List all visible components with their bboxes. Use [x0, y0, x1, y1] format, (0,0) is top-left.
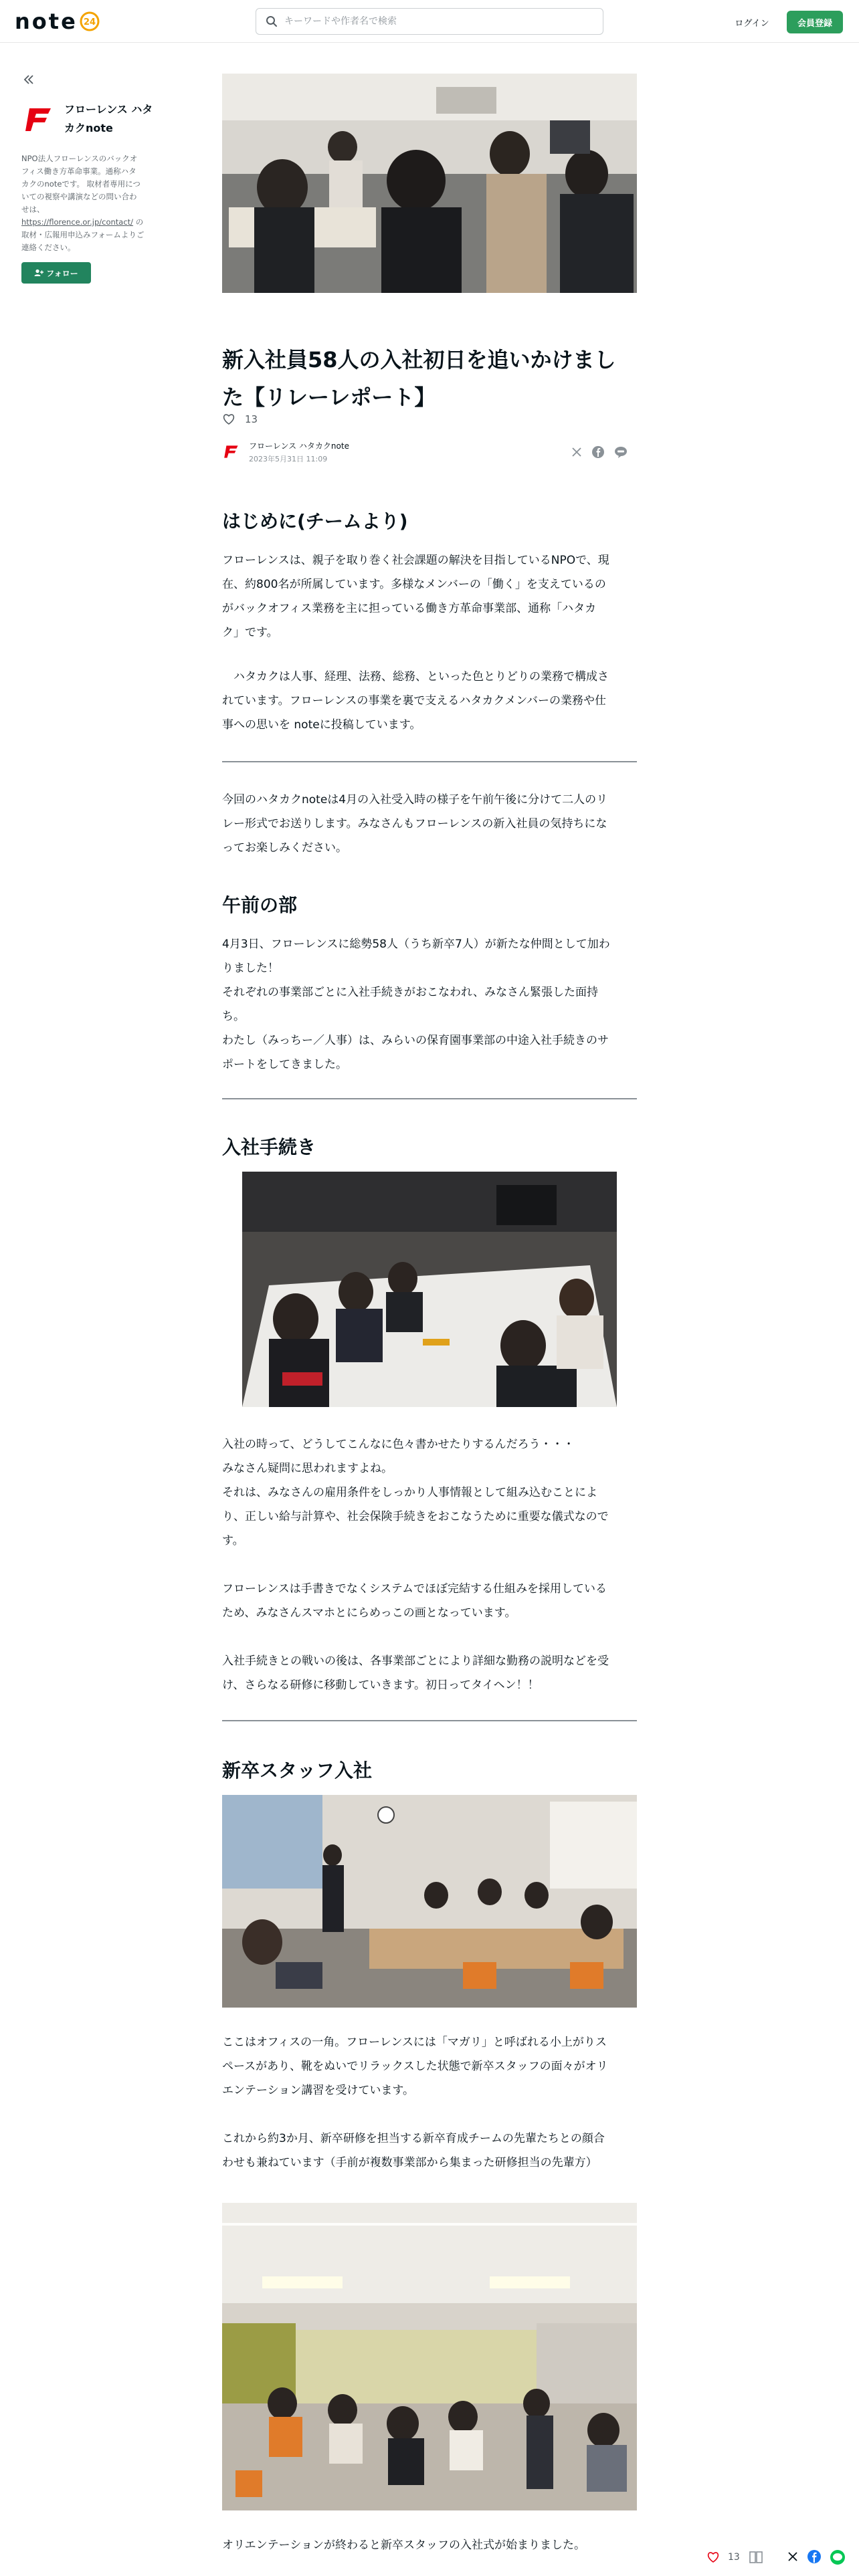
paragraph-line: りました！ — [222, 962, 279, 975]
creator-name[interactable] — [64, 100, 165, 138]
heading-procedure: 入社手続き — [222, 1136, 316, 1158]
search-icon — [266, 15, 278, 27]
desc-line: 連絡ください。 — [21, 243, 76, 252]
paragraph-line: ク」です。 — [222, 626, 278, 639]
intro-paragraph-1 — [222, 548, 637, 645]
paragraph-line: す。 — [222, 1534, 244, 1547]
creator-description — [21, 152, 146, 254]
hero-photo — [222, 74, 637, 293]
paragraph-line: フローレンスは手書きでなくシステムでほぼ完結する仕組みを採用している — [222, 1582, 607, 1596]
morning-paragraph — [222, 932, 637, 1077]
search-input[interactable] — [284, 9, 592, 34]
paragraph-line: 入社の時って、どうしてこんなに色々書かせたりするんだろう・・・ — [222, 1438, 575, 1451]
paragraph-line: ペースがあり、靴をぬいでリラックスした状態で新卒スタッフの面々がオリ — [222, 2060, 608, 2073]
creator-name-line2: カクnote — [64, 122, 113, 134]
logo-text: note — [15, 9, 78, 34]
follow-button[interactable] — [21, 262, 91, 284]
title-line2: た【リレーレポート】 — [222, 385, 436, 410]
follow-label: フォロー — [46, 268, 78, 278]
paragraph-line: がバックオフィス業務を主に担っている働き方革命事業部、通称「ハタカ — [222, 602, 597, 615]
paragraph-line: オリエンテーションが終わると新卒スタッフの入社式が始まりました。 — [222, 2539, 585, 2552]
paragraph-line: 事への思いを noteに投稿しています。 — [222, 718, 421, 732]
creator-name-line1: フローレンス ハタ — [64, 103, 153, 116]
author-name[interactable]: フローレンス ハタカクnote — [249, 441, 349, 451]
paragraph-line: これから約3か月、新卒研修を担当する新卒育成チームの先輩たちとの顔合 — [222, 2132, 605, 2145]
section-divider — [222, 761, 637, 762]
paragraph-line: 入社手続きとの戦いの後は、各事業部ごとにより詳細な勤務の説明などを受 — [222, 1654, 609, 1668]
logo-badge-number: 24 — [83, 17, 96, 27]
paragraph-line: ハタカクは人事、経理、法務、総務、といった色とりどりの業務で構成さ — [222, 670, 609, 683]
desc-line: フィス働き方革命事業。通称ハタ — [21, 167, 136, 176]
paragraph-line: ポートをしてきました。 — [222, 1058, 347, 1071]
paragraph-line: わたし（みっちー／人事）は、みらいの保育園事業部の中途入社手続きのサ — [222, 1034, 609, 1047]
search-box[interactable] — [256, 8, 603, 35]
paragraph-line: ため、みなさんスマホとにらめっこの画となっています。 — [222, 1606, 516, 1620]
desc-line: NPO法人フローレンスのバックオ — [21, 154, 138, 163]
paragraph-line: り、正しい給与計算や、社会保険手続きをおこなうために重要な儀式なので — [222, 1510, 609, 1523]
section-divider — [222, 1720, 637, 1721]
x-share-icon[interactable] — [569, 444, 585, 460]
intro-paragraph-2 — [222, 665, 637, 737]
contact-link[interactable]: https://florence.or.jp/contact/ — [21, 217, 134, 227]
heading-newgrad: 新卒スタッフ入社 — [222, 1759, 373, 1782]
desc-line: いての視察や講演などの問い合わ — [21, 192, 137, 201]
paragraph-line: れています。フローレンスの事業を裏で支えるハタカクメンバーの業務や仕 — [222, 694, 607, 708]
author-avatar[interactable] — [222, 441, 242, 461]
creator-avatar[interactable] — [21, 100, 59, 138]
procedure-paragraph-1 — [222, 1432, 637, 1553]
paragraph-line: 在、約800名が所属しています。多様なメンバーの「働く」を支えているの — [222, 578, 606, 591]
newgrad-photo-2 — [222, 2203, 637, 2510]
heart-icon[interactable] — [222, 413, 235, 425]
paragraph-line: それは、みなさんの雇用条件をしっかり人事情報として組み込むことによ — [222, 1486, 597, 1499]
paragraph-line: ここはオフィスの一角。フローレンスには「マガリ」と呼ばれる小上がりス — [222, 2036, 607, 2049]
procedure-paragraph-2 — [222, 1577, 637, 1625]
desc-line: せは、 — [21, 205, 45, 214]
section-divider — [222, 1098, 637, 1099]
paragraph-line: ち。 — [222, 1010, 245, 1023]
paragraph-line: 今回のハタカクnoteは4月の入社受入時の様子を午前午後に分けて二人のリ — [222, 793, 608, 807]
paragraph-line: それぞれの事業部ごとに入社手続きがおこなわれ、みなさん緊張した面持 — [222, 986, 599, 999]
paragraph-line: レー形式でお送りします。みなさんもフローレンスの新入社員の気持ちにな — [222, 817, 607, 831]
signup-button[interactable]: 会員登録 — [787, 11, 843, 33]
desc-after-link: の — [133, 217, 144, 227]
newgrad-paragraph-2 — [222, 2127, 637, 2175]
newgrad-photo-1 — [222, 1795, 637, 2008]
like-row — [222, 409, 258, 429]
author-row — [222, 439, 637, 469]
closing-paragraph — [222, 2533, 637, 2557]
x-icon[interactable] — [785, 2549, 800, 2564]
paragraph-line: わせも兼ねています（手前が複数事業部から集まった研修担当の先輩方） — [222, 2156, 597, 2169]
person-plus-icon — [34, 269, 43, 277]
login-button[interactable]: ログイン — [721, 11, 783, 33]
publish-date: 2023年5月31日 11:09 — [249, 455, 328, 463]
facebook-share-icon[interactable] — [590, 444, 606, 460]
paragraph-line: 4月3日、フローレンスに総勢58人（うち新卒7人）が新たな仲間として加わ — [222, 938, 610, 951]
heading-intro: はじめに(チームより) — [222, 510, 408, 532]
paragraph-line: みなさん疑問に思われますよね。 — [222, 1462, 393, 1475]
newgrad-paragraph-1 — [222, 2030, 637, 2103]
heart-icon[interactable] — [706, 2551, 720, 2564]
paragraph-line: フローレンスは、親子を取り巻く社会課題の解決を目指しているNPOで、現 — [222, 554, 609, 567]
procedure-paragraph-3 — [222, 1649, 637, 1697]
desc-line: カクのnoteです。 取材者専用につ — [21, 179, 140, 189]
paragraph-line: エンテーション講習を受けています。 — [222, 2084, 414, 2097]
relay-paragraph — [222, 788, 637, 860]
paragraph-line: け、さらなる研修に移動していきます。初日ってタイヘン！！ — [222, 1679, 539, 1692]
like-count[interactable]: 13 — [245, 413, 258, 425]
line-share-icon[interactable] — [613, 444, 629, 460]
double-chevron-left-icon[interactable] — [21, 72, 36, 87]
line-icon[interactable] — [830, 2549, 846, 2565]
desc-line: 取材・広報用申込みフォームよりご — [21, 230, 145, 239]
magazine-icon[interactable] — [748, 2549, 764, 2565]
facebook-icon[interactable] — [807, 2549, 822, 2564]
logo-badge-icon — [79, 11, 100, 32]
title-line1: 新入社員58人の入社初日を追いかけまし — [222, 347, 616, 372]
procedure-photo — [242, 1172, 617, 1407]
article-title — [222, 341, 637, 416]
heading-morning: 午前の部 — [222, 894, 298, 916]
site-header — [0, 0, 859, 43]
floating-like-count[interactable]: 13 — [728, 2552, 740, 2563]
note-logo[interactable] — [15, 9, 100, 33]
paragraph-line: ってお楽しみください。 — [222, 841, 347, 855]
